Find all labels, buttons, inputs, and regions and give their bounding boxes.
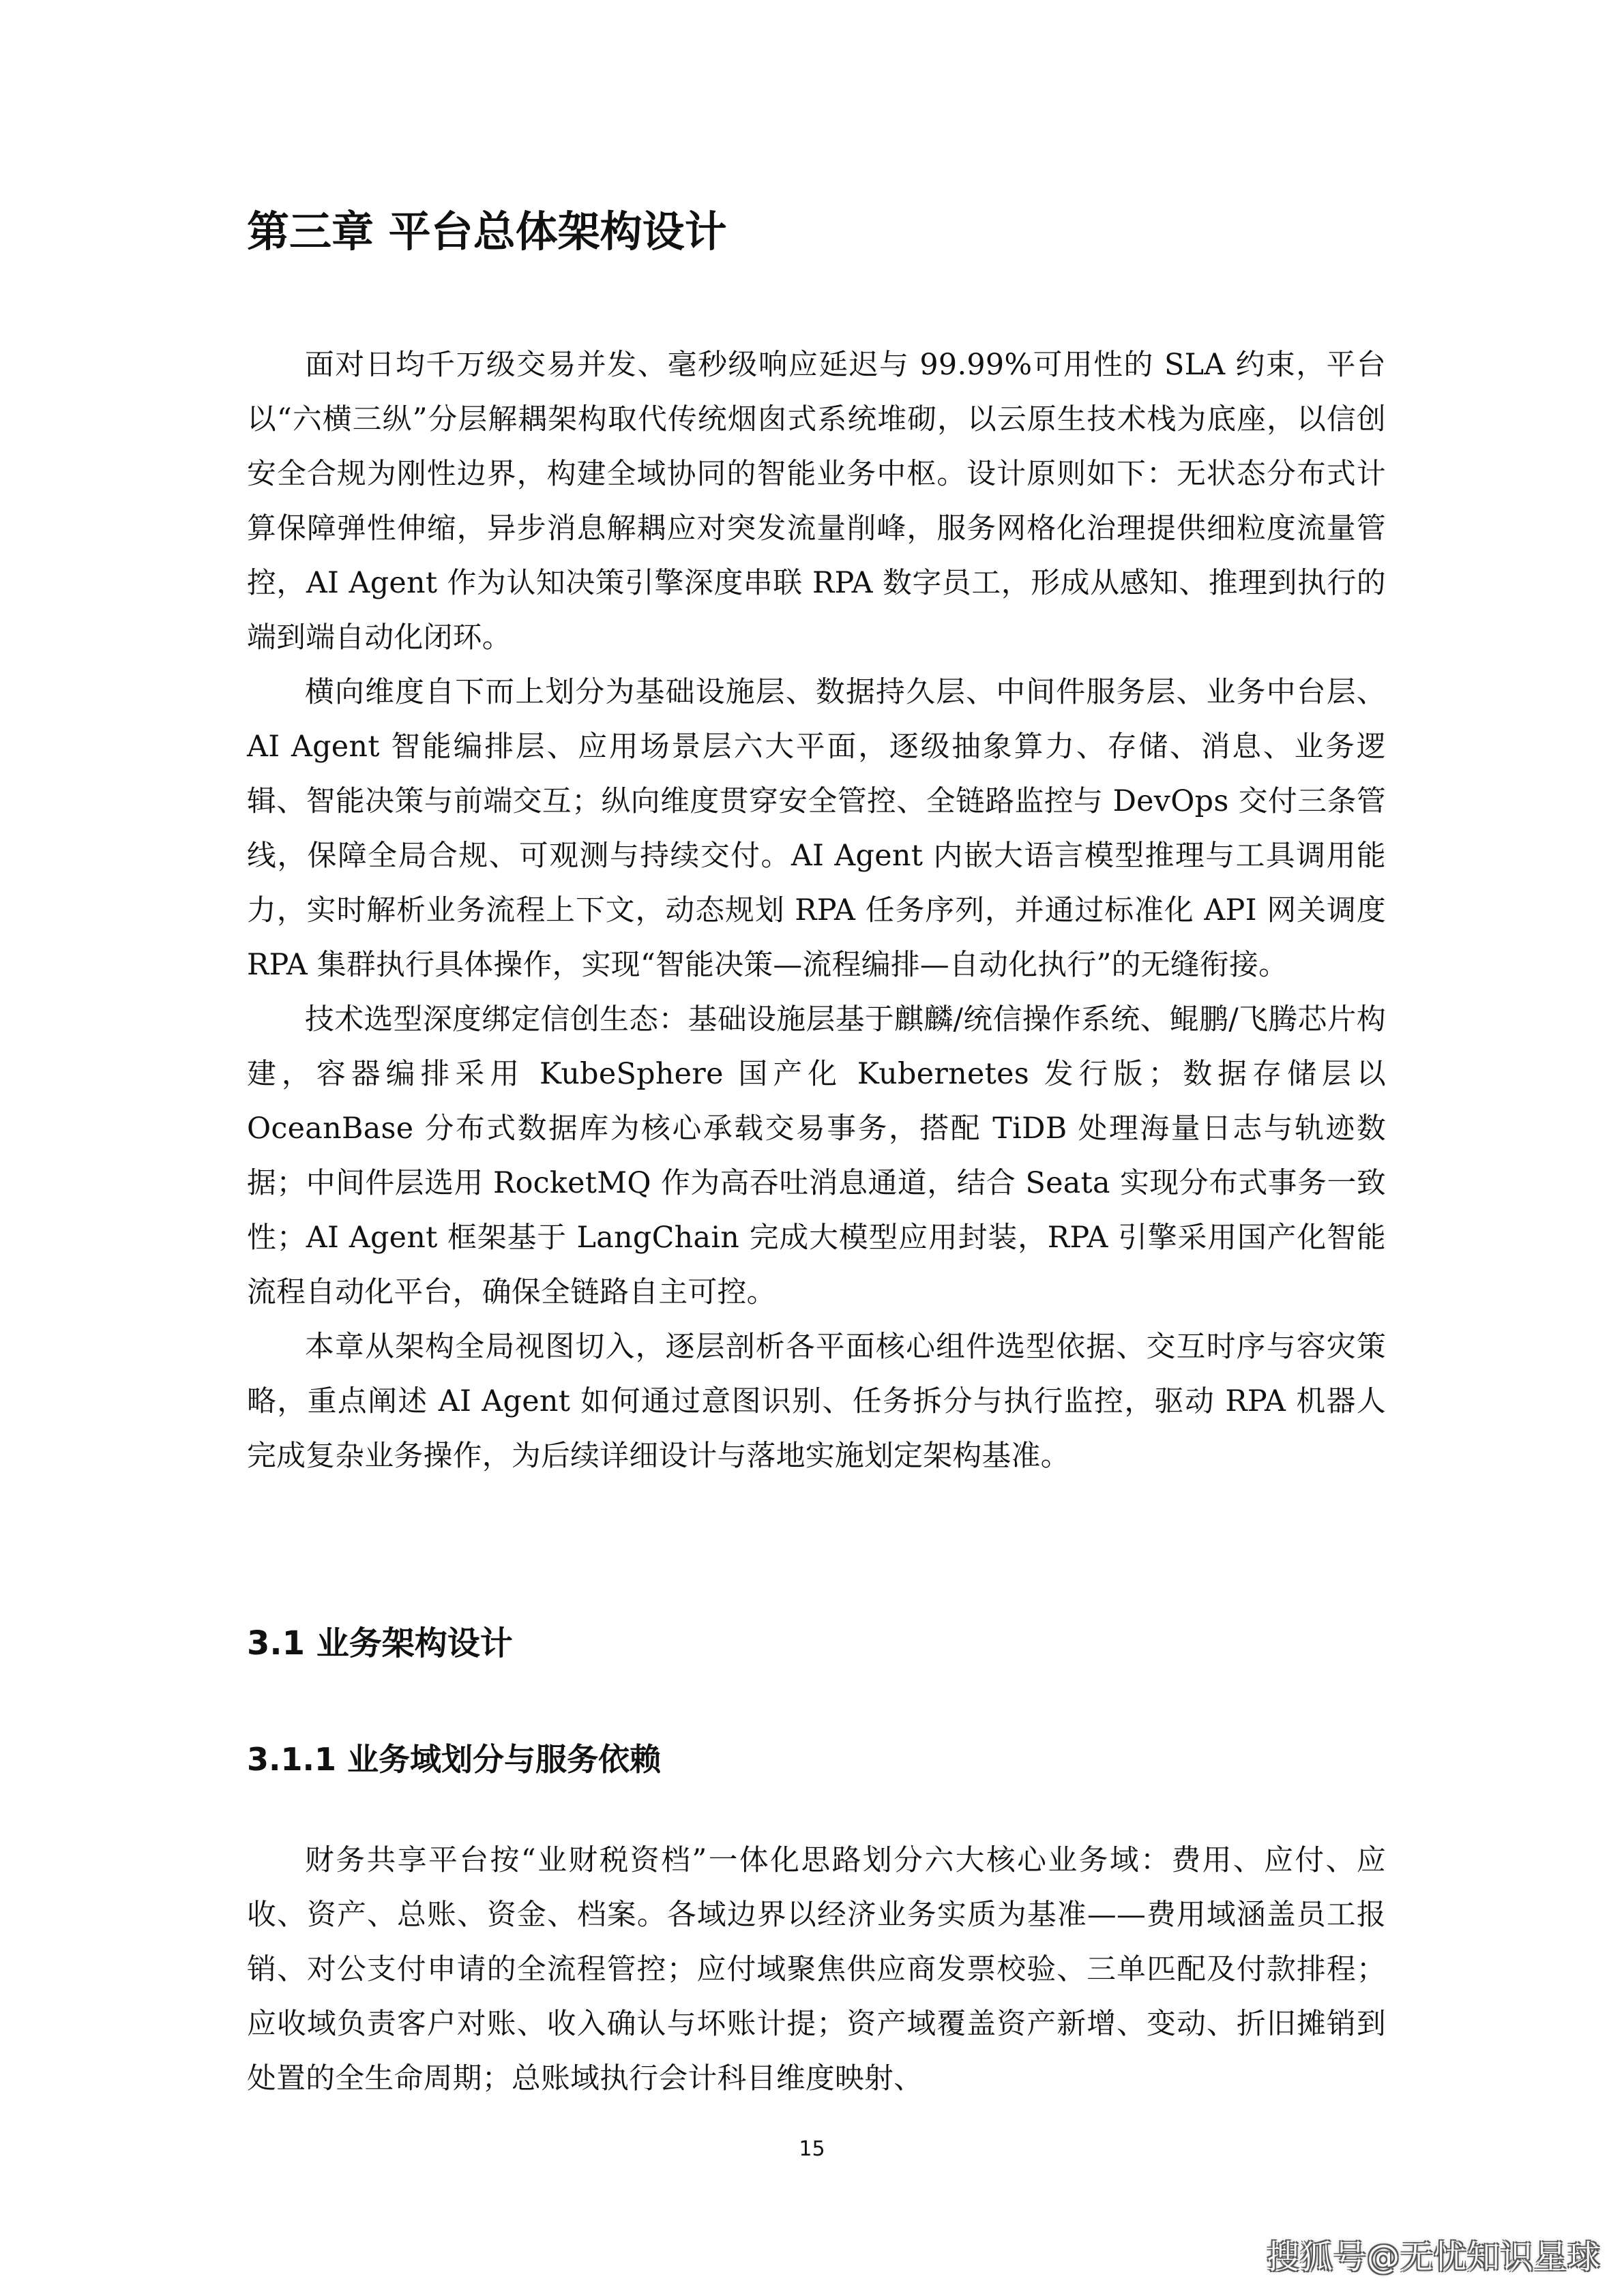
- paragraph: 横向维度自下而上划分为基础设施层、数据持久层、中间件服务层、业务中台层、AI Agent 智能编排层、应用场景层六大平面，逐级抽象算力、存储、消息、业务逻辑、智能决策与前端交互；纵向维度贯穿安全管控、全链路监控与 DevOps 交付三条管线，保障全局合规、可观测与持续交付。AI Agent 内嵌大语言模型推理与工具调用能力，实时解析业务流程上下文，动态规划 RPA 任务序列，并通过标准化 API 网关调度 RPA 集群执行具体操作，实现“智能决策—流程编排—自动化执行”的无缝衔接。: [247, 675, 1386, 982]
- paragraph: 本章从架构全局视图切入，逐层剖析各平面核心组件选型依据、交互时序与容灾策略，重点阐述 AI Agent 如何通过意图识别、任务拆分与执行监控，驱动 RPA 机器人完成复杂业务操作，为后续详细设计与落地实施划定架构基准。: [247, 1330, 1386, 1473]
- section-title: 3.1 业务架构设计: [247, 1624, 513, 1663]
- paragraph: 面对日均千万级交易并发、毫秒级响应延迟与 99.99%可用性的 SLA 约束，平台以“六横三纵”分层解耦架构取代传统烟囱式系统堆砌，以云原生技术栈为底座，以信创安全合规为刚性边界，构建全域协同的智能业务中枢。设计原则如下：无状态分布式计算保障弹性伸缩，异步消息解耦应对突发流量削峰，服务网格化治理提供细粒度流量管控，AI Agent 作为认知决策引擎深度串联 RPA 数字员工，形成从感知、推理到执行的端到端自动化闭环。: [247, 348, 1386, 655]
- subsection-body: [247, 1833, 1386, 2106]
- chapter-title: 第三章 平台总体架构设计: [247, 207, 727, 256]
- source-watermark: 搜狐号@无忧知识星球: [1266, 2238, 1601, 2276]
- paragraph: 技术选型深度绑定信创生态：基础设施层基于麒麟/统信操作系统、鲲鹏/飞腾芯片构建，容器编排采用 KubeSphere 国产化 Kubernetes 发行版；数据存储层以 OceanBase 分布式数据库为核心承载交易事务，搭配 TiDB 处理海量日志与轨迹数据；中间件层选用 RocketMQ 作为高吞吐消息通道，结合 Seata 实现分布式事务一致性；AI Agent 框架基于 LangChain 完成大模型应用封装，RPA 引擎采用国产化智能流程自动化平台，确保全链路自主可控。: [247, 1002, 1386, 1309]
- chapter-intro: [247, 338, 1386, 1483]
- paragraph: 财务共享平台按“业财税资档”一体化思路划分六大核心业务域：费用、应付、应收、资产、总账、资金、档案。各域边界以经济业务实质为基准——费用域涵盖员工报销、对公支付申请的全流程管控；应付域聚焦供应商发票校验、三单匹配及付款排程；应收域负责客户对账、收入确认与坏账计提；资产域覆盖资产新增、变动、折旧摊销到处置的全生命周期；总账域执行会计科目维度映射、: [247, 1843, 1386, 2096]
- subsection-title: 3.1.1 业务域划分与服务依赖: [247, 1741, 661, 1778]
- page-number: 15: [799, 2137, 825, 2161]
